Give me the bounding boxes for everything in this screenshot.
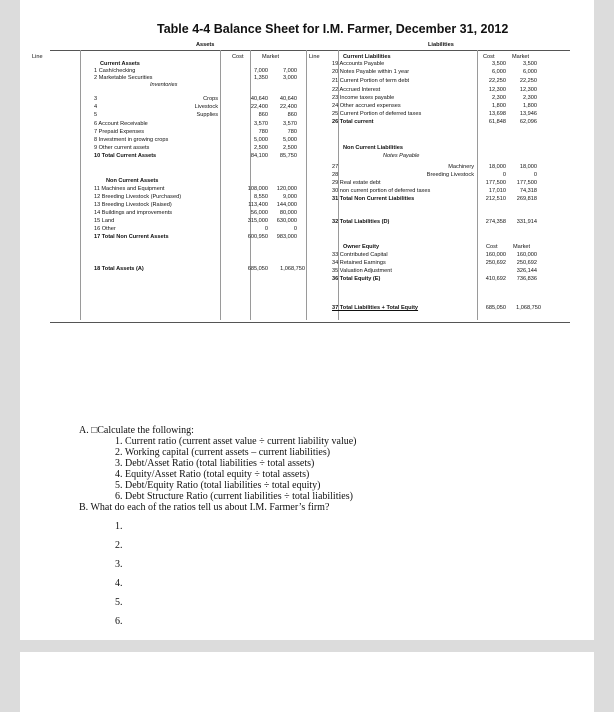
asset-market: 120,000 xyxy=(276,186,297,192)
asset-market: 780 xyxy=(287,129,297,135)
liability-market: 1,800 xyxy=(523,103,537,109)
grid-line xyxy=(250,50,251,320)
col-line-left: Line xyxy=(32,54,43,60)
asset-row-1: 1 Cash/checking xyxy=(94,68,136,74)
liability-market: 22,250 xyxy=(519,78,537,84)
header-rule xyxy=(50,50,570,51)
line-number: 27 xyxy=(332,164,339,170)
grand-total-market: 1,068,750 xyxy=(516,305,541,311)
total-assets-label: 18 Total Assets (A) xyxy=(94,266,144,272)
question-a-item: 1. Current ratio (current asset value ÷ current liability value) xyxy=(115,436,357,447)
total-assets-cost: 685,050 xyxy=(247,266,268,272)
asset-market: 5,000 xyxy=(283,137,297,143)
liability-cost: 1,800 xyxy=(492,103,506,109)
asset-cost: 84,100 xyxy=(250,153,268,159)
question-a-item: 3. Debt/Asset Ratio (total liabilities ÷ total assets) xyxy=(115,458,315,469)
asset-label: 9 Other current assets xyxy=(94,145,150,151)
asset-cost: 860 xyxy=(258,112,268,118)
asset-label: 16 Other xyxy=(94,226,116,232)
asset-label: 6 Account Receivable xyxy=(94,121,148,127)
grid-line xyxy=(220,50,221,320)
equity-market-header: Market xyxy=(513,244,531,250)
liability-cost: 6,000 xyxy=(492,69,506,75)
asset-cost: 108,000 xyxy=(247,186,268,192)
asset-cost: 600,950 xyxy=(247,234,268,240)
noncurrent-assets-label: Non Current Assets xyxy=(106,178,159,184)
asset-market: 22,400 xyxy=(279,104,297,110)
noncurrent-liabilities-label: Non Current Liabilities xyxy=(343,145,403,151)
current-assets-label: Current Assets xyxy=(100,61,140,67)
liability-market: 62,096 xyxy=(519,119,537,125)
equity-cost-header: Cost xyxy=(486,244,498,250)
answer-line-6: 6. xyxy=(115,616,123,627)
liability-market: 177,500 xyxy=(516,180,537,186)
asset-label: 11 Machines and Equipment xyxy=(94,186,165,192)
notes-payable-label: Notes Payable xyxy=(383,153,420,159)
liability-market: 3,500 xyxy=(523,61,537,67)
liability-cost: 212,510 xyxy=(485,196,506,202)
asset-cost: 22,400 xyxy=(250,104,268,110)
liability-market: 13,946 xyxy=(519,111,537,117)
asset-market: 630,000 xyxy=(276,218,297,224)
owner-equity-label: Owner Equity xyxy=(343,244,380,250)
asset-cost: 56,000 xyxy=(250,210,268,216)
asset-market: 7,000 xyxy=(283,68,297,74)
line-number: 3 xyxy=(94,96,98,102)
asset-market: 3,000 xyxy=(283,75,297,81)
asset-market: 80,000 xyxy=(279,210,297,216)
table-title: Table 4-4 Balance Sheet for I.M. Farmer, December 31, 2012 xyxy=(157,22,509,36)
total-liabilities-cost: 274,358 xyxy=(485,219,506,225)
liability-label: 21 Current Portion of term debt xyxy=(332,78,410,84)
liability-market: 6,000 xyxy=(523,69,537,75)
asset-cost: 3,570 xyxy=(254,121,268,127)
asset-cost: 113,400 xyxy=(248,202,268,208)
grid-line xyxy=(80,50,81,320)
asset-market: 983,000 xyxy=(276,234,297,240)
total-current-liabilities-label: 26 Total current xyxy=(332,119,374,125)
answer-line-5: 5. xyxy=(115,597,123,608)
liability-label: 22 Accrued Interest xyxy=(332,87,381,93)
total-liabilities-label: 32 Total Liabilities (D) xyxy=(332,219,390,225)
next-page xyxy=(20,652,594,712)
asset-cost: 315,000 xyxy=(247,218,268,224)
asset-label: 12 Breeding Livestock (Purchased) xyxy=(94,194,182,200)
equity-cost: 250,692 xyxy=(485,260,506,266)
liability-label: 19 Accounts Payable xyxy=(332,61,385,67)
answer-line-4: 4. xyxy=(115,578,123,589)
asset-label: 13 Breeding Livestock (Raised) xyxy=(94,202,172,208)
asset-cost: 2,500 xyxy=(254,145,268,151)
equity-label: 34 Retained Earnings xyxy=(332,260,386,266)
total-liabilities-market: 331,914 xyxy=(516,219,537,225)
asset-market: 860 xyxy=(287,112,297,118)
col-market-left: Market xyxy=(262,54,280,60)
asset-cost: 8,550 xyxy=(254,194,268,200)
liability-cost: 0 xyxy=(502,172,506,178)
asset-label: Livestock xyxy=(194,104,218,110)
liability-label: 29 Real estate debt xyxy=(332,180,381,186)
asset-market: 85,750 xyxy=(279,153,297,159)
asset-cost: 1,350 xyxy=(254,75,268,81)
line-number: 5 xyxy=(94,112,98,118)
equity-cost: 160,000 xyxy=(485,252,506,258)
liability-market: 269,818 xyxy=(516,196,537,202)
asset-label: 8 Investment in growing crops xyxy=(94,137,169,143)
grid-line xyxy=(306,50,307,320)
asset-label: 7 Prepaid Expenses xyxy=(94,129,145,135)
col-market-right: Market xyxy=(512,54,530,60)
asset-market: 9,000 xyxy=(283,194,297,200)
asset-market: 40,640 xyxy=(279,96,297,102)
equity-market: 736,836 xyxy=(516,276,537,282)
equity-market: 326,144 xyxy=(516,268,537,274)
equity-label: 35 Valuation Adjustment xyxy=(332,268,392,274)
liability-cost: 177,500 xyxy=(485,180,506,186)
liability-label: Machinery xyxy=(448,164,474,170)
liability-market: 12,300 xyxy=(519,87,537,93)
asset-row-2: 2 Marketable Securities xyxy=(94,75,153,81)
liability-label: Breeding Livestock xyxy=(426,172,474,178)
grand-total-label: 37 Total Liabilities + Total Equity xyxy=(332,305,419,311)
total-noncurrent-assets-label: 17 Total Non Current Assets xyxy=(94,234,169,240)
asset-market: 3,570 xyxy=(283,121,297,127)
grid-line xyxy=(477,50,478,320)
liabilities-header: Liabilities xyxy=(428,42,454,48)
asset-label: 15 Land xyxy=(94,218,115,224)
total-equity-label: 36 Total Equity (E) xyxy=(332,276,381,282)
question-a-item: 4. Equity/Asset Ratio (total equity ÷ total assets) xyxy=(115,469,310,480)
liability-cost: 18,000 xyxy=(488,164,506,170)
liability-cost: 13,698 xyxy=(488,111,506,117)
asset-cost: 7,000 xyxy=(254,68,268,74)
liability-market: 2,300 xyxy=(523,95,537,101)
asset-cost: 0 xyxy=(264,226,268,232)
equity-label: 33 Contributed Capital xyxy=(332,252,388,258)
asset-label: Crops xyxy=(203,96,218,102)
asset-market: 2,500 xyxy=(283,145,297,151)
total-assets-market: 1,068,750 xyxy=(280,266,305,272)
total-noncurrent-liabilities-label: 31 Total Non Current Liabilities xyxy=(332,196,415,202)
col-cost-right: Cost xyxy=(483,54,495,60)
answer-line-1: 1. xyxy=(115,521,123,532)
asset-market: 144,000 xyxy=(276,202,297,208)
table-bottom-rule xyxy=(50,322,570,323)
answer-line-2: 2. xyxy=(115,540,123,551)
equity-cost: 410,692 xyxy=(485,276,506,282)
asset-cost: 780 xyxy=(258,129,268,135)
liability-label: 23 Income taxes payable xyxy=(332,95,395,101)
assets-header: Assets xyxy=(196,42,215,48)
liability-label: 20 Notes Payable within 1 year xyxy=(332,69,410,75)
liability-cost: 2,300 xyxy=(492,95,506,101)
question-a-item: 6. Debt Structure Ratio (current liabilities ÷ total liabilities) xyxy=(115,491,353,502)
line-number: 4 xyxy=(94,104,98,110)
equity-market: 160,000 xyxy=(516,252,537,258)
line-number: 28 xyxy=(332,172,339,178)
current-liabilities-label: Current Liabilities xyxy=(343,54,391,60)
inventories-label: Inventories xyxy=(150,82,178,88)
question-a-item: 5. Debt/Equity Ratio (total liabilities ÷ total equity) xyxy=(115,480,321,491)
liability-cost: 22,250 xyxy=(488,78,506,84)
liability-cost: 3,500 xyxy=(492,61,506,67)
total-current-assets-label: 10 Total Current Assets xyxy=(94,153,157,159)
answer-line-3: 3. xyxy=(115,559,123,570)
liability-cost: 17,010 xyxy=(488,188,506,194)
liability-market: 74,318 xyxy=(519,188,537,194)
liability-label: 25 Current Portion of deferred taxes xyxy=(332,111,422,117)
liability-market: 0 xyxy=(533,172,537,178)
liability-market: 18,000 xyxy=(519,164,537,170)
question-a-intro: A. □Calculate the following: xyxy=(79,425,194,436)
liability-cost: 61,848 xyxy=(488,119,506,125)
liability-cost: 12,300 xyxy=(488,87,506,93)
liability-label: 30 non current portion of deferred taxes xyxy=(332,188,431,194)
asset-cost: 40,640 xyxy=(250,96,268,102)
asset-cost: 5,000 xyxy=(254,137,268,143)
col-line-right: Line xyxy=(309,54,320,60)
col-cost-left: Cost xyxy=(232,54,244,60)
asset-market: 0 xyxy=(293,226,297,232)
worksheet-page xyxy=(20,0,594,640)
asset-label: Supplies xyxy=(196,112,218,118)
liability-label: 24 Other accrued expenses xyxy=(332,103,401,109)
question-a-item: 2. Working capital (current assets – current liabilities) xyxy=(115,447,331,458)
question-b-intro: B. What do each of the ratios tell us about I.M. Farmer’s firm? xyxy=(79,502,330,513)
equity-market: 250,692 xyxy=(516,260,537,266)
asset-label: 14 Buildings and improvements xyxy=(94,210,173,216)
grand-total-cost: 685,050 xyxy=(485,305,506,311)
